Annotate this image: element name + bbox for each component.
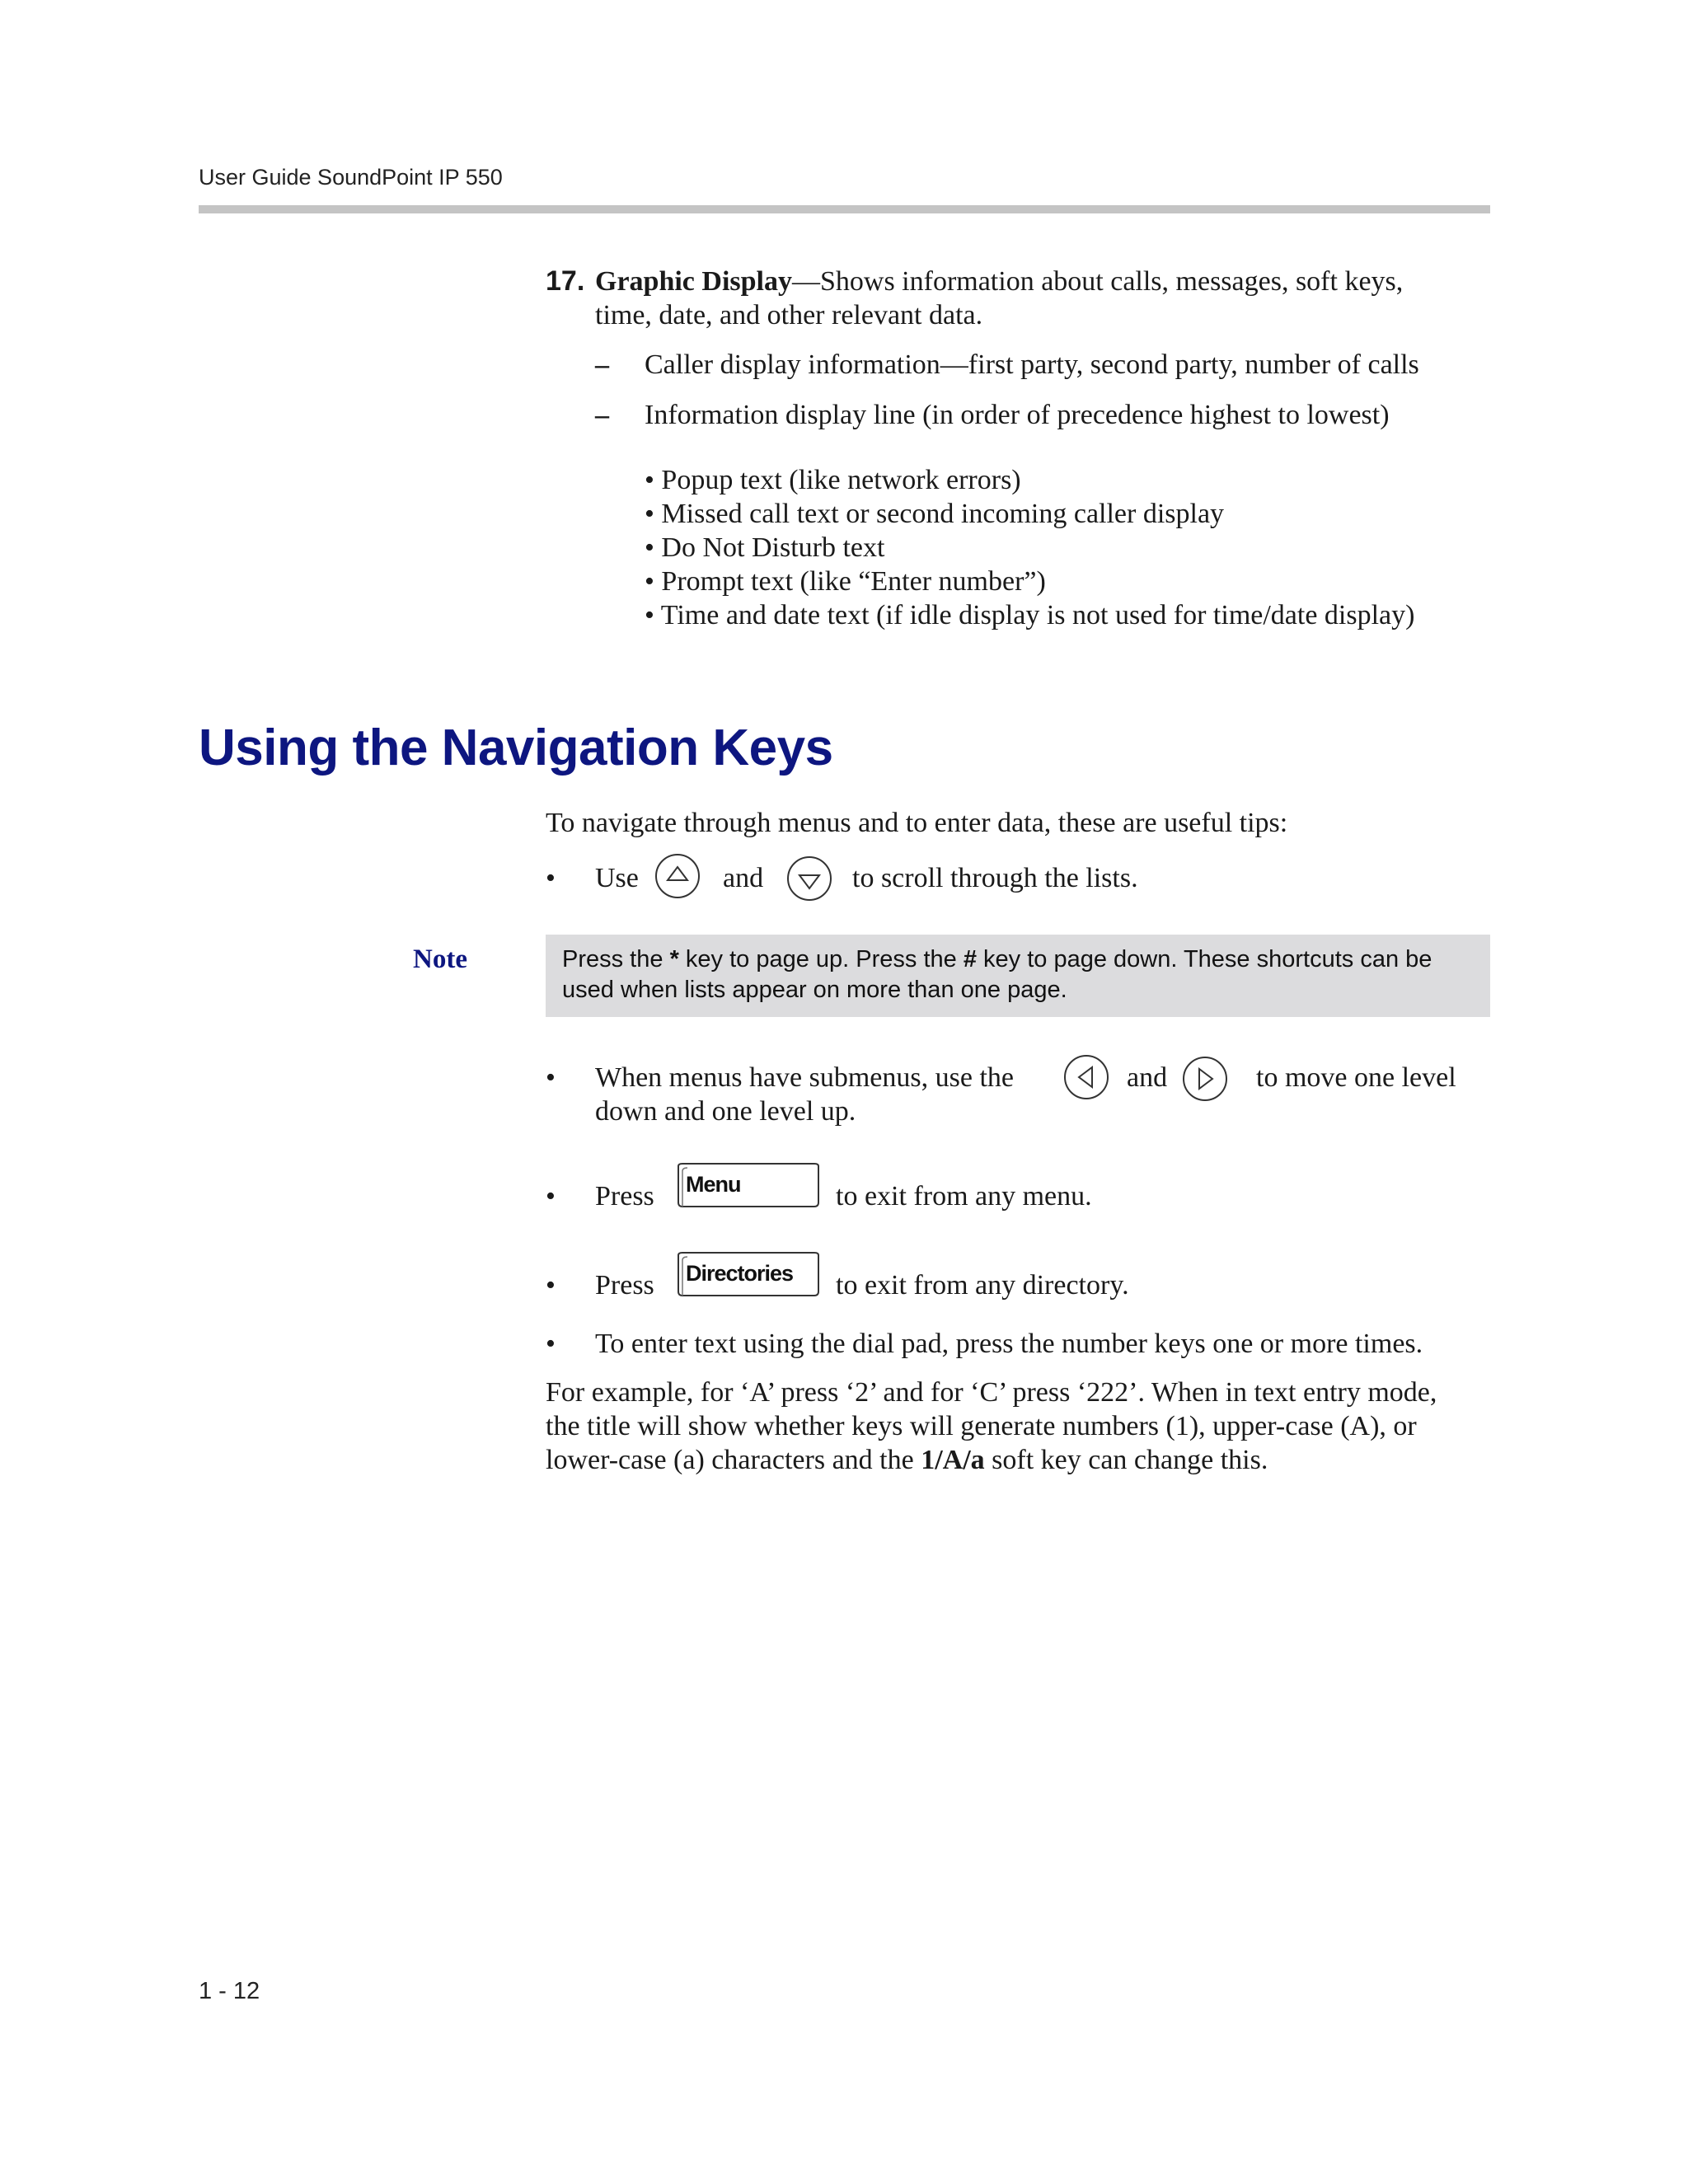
up-arrow-key-icon [654,853,701,899]
note-part2: key to page up. Press the [678,946,964,972]
dialpad-tip [546,1327,1493,1364]
item-title: Graphic Display [595,266,792,297]
note-text [562,944,1477,1005]
list-item: • Time and date text (if idle display is not used for time/date display) [645,600,1415,630]
page-number: 1 - 12 [199,1978,260,2004]
example-line3 [546,1443,1493,1477]
down-arrow-key-icon [786,855,832,902]
bullet: • [546,1062,556,1093]
and-text: and [723,863,764,893]
example-paragraph [546,1376,1493,1477]
dash-marker: – [595,349,609,380]
example-line1: For example, for ‘A’ press ‘2’ and for ‘C’ press ‘222’. When in text entry mode, [546,1377,1437,1408]
note-label: Note [413,944,467,974]
scroll-tip [546,861,1493,911]
submenu-rest: to move one level [1256,1062,1456,1093]
precedence-list [645,463,1414,632]
press-text: Press [595,1270,654,1301]
running-header: User Guide SoundPoint IP 550 [199,165,503,190]
list-item: • Popup text (like network errors) [645,465,1021,495]
bullet: • [546,1270,556,1301]
note-key-star: * [669,946,679,972]
dash-marker: – [595,400,609,430]
scroll-tip-rest: to scroll through the lists. [852,863,1138,893]
list-item: • Prompt text (like “Enter number”) [645,566,1046,597]
list-item: • Missed call text or second incoming caller display [645,499,1225,529]
bullet: • [546,863,556,893]
example-line3-a: lower-case (a) characters and the [546,1445,921,1475]
example-line3-b: soft key can change this. [984,1445,1268,1475]
submenu-lead: When menus have submenus, use the [595,1062,1014,1093]
note-part1: Press the [562,946,670,972]
dialpad-tip-text: To enter text using the dial pad, press the number keys one or more times. [595,1329,1423,1359]
menu-key-icon [676,1161,821,1209]
item-number: 17. [546,265,585,297]
header-rule [199,205,1490,213]
dash-item-text: Caller display information—first party, second party, number of calls [645,349,1419,380]
submenu-line2: down and one level up. [595,1096,856,1127]
use-text: Use [595,863,639,893]
and-text: and [1127,1062,1168,1093]
left-arrow-key-icon [1063,1054,1109,1100]
bullet: • [546,1181,556,1212]
right-arrow-key-icon [1182,1056,1228,1102]
directories-key-label: Directories [686,1261,794,1286]
press-text: Press [595,1181,654,1212]
section-intro: To navigate through menus and to enter data, these are useful tips: [546,808,1288,838]
item-description-line1: —Shows information about calls, messages, soft keys, [791,266,1404,297]
item-17-text [595,265,1493,332]
note-box [546,935,1490,1017]
item-description-line2: time, date, and other relevant data. [595,300,983,330]
submenu-tip [546,1061,1493,1135]
list-item: • Do Not Disturb text [645,532,885,563]
bullet: • [546,1329,556,1359]
soft-key-label: 1/A/a [921,1445,985,1475]
dash-item-text: Information display line (in order of precedence highest to lowest) [645,400,1390,430]
menu-key-label: Menu [686,1172,741,1197]
note-part3: key to page down. These shortcuts can be used when lists appear on more than one page. [562,946,1432,1003]
example-line2: the title will show whether keys will generate numbers (1), upper-case (A), or [546,1411,1417,1441]
directories-tip-rest: to exit from any directory. [836,1270,1129,1301]
menu-tip [546,1172,1493,1229]
note-key-hash: # [963,946,977,972]
menu-tip-rest: to exit from any menu. [836,1181,1092,1212]
directories-key-icon [676,1250,821,1298]
directories-tip [546,1261,1493,1318]
section-heading: Using the Navigation Keys [199,719,833,776]
